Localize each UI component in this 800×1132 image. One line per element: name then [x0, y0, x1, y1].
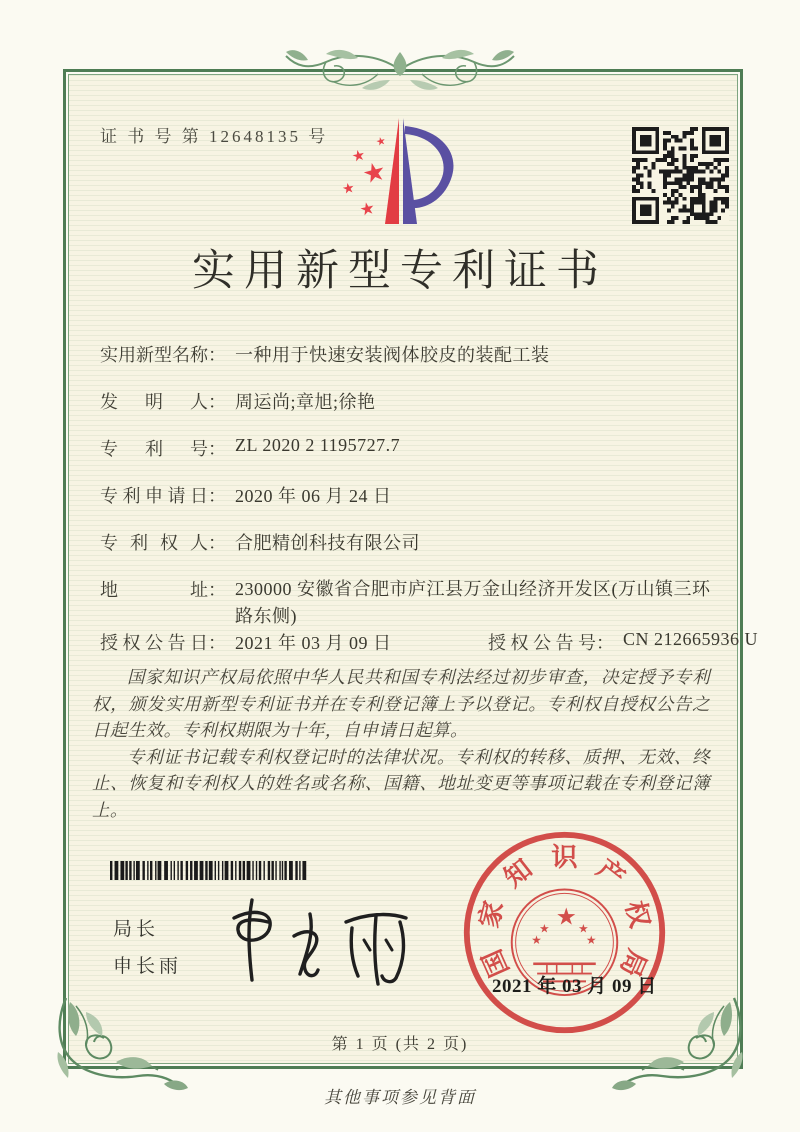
svg-text:★: ★ — [340, 180, 357, 198]
svg-text:★: ★ — [586, 933, 597, 948]
field-label: 授权公告号 — [488, 633, 596, 653]
field-label: 发明人 — [100, 392, 208, 412]
field-label: 专利号 — [100, 439, 208, 459]
field-row-address: 地址 ： 230000 安徽省合肥市庐江县万金山经济开发区(万山镇三环路东侧) — [100, 576, 713, 630]
field-value: 2020 年 06 月 24 日 — [235, 486, 392, 506]
svg-text:★: ★ — [531, 933, 542, 948]
field-value: 一种用于快速安装阀体胶皮的装配工装 — [235, 345, 550, 365]
barcode — [110, 861, 310, 880]
field-row-patentee: 专利权人 ： 合肥精创科技有限公司 — [100, 529, 420, 555]
svg-text:★: ★ — [357, 198, 377, 221]
certificate-title: 实用新型专利证书 — [192, 248, 608, 295]
field-value: 周运尚;章旭;徐艳 — [235, 392, 376, 412]
field-row-name: 实用新型名称 ： 一种用于快速安装阀体胶皮的装配工装 — [100, 341, 550, 367]
svg-text:★: ★ — [374, 133, 388, 149]
field-value: 合肥精创科技有限公司 — [235, 533, 420, 553]
top-flourish-ornament — [278, 40, 522, 98]
field-label: 专利权人 — [100, 533, 208, 553]
svg-text:局: 局 — [614, 945, 653, 982]
svg-text:知: 知 — [498, 853, 538, 893]
grant-no-value: CN 212665936 U — [623, 629, 759, 649]
field-value: 230000 安徽省合肥市庐江县万金山经济开发区(万山镇三环路东侧) — [235, 579, 711, 626]
legal-text — [92, 664, 710, 823]
grant-date-value: 2021 年 03 月 09 日 — [235, 633, 392, 653]
field-row-inventors: 发明人 ： 周运尚;章旭;徐艳 — [100, 388, 376, 414]
logo-stars — [341, 134, 389, 221]
qr-code — [632, 127, 729, 224]
svg-text:国: 国 — [476, 945, 515, 982]
signer-title: 局长 — [113, 919, 160, 940]
back-note: 其他事项参见背面 — [324, 1088, 476, 1107]
page-number: 第 1 页 (共 2 页) — [331, 1036, 469, 1053]
legal-paragraph-1: 国家知识产权局依照中华人民共和国专利法经过初步审查，决定授予专利权，颁发实用新型专利证书并在专利登记簿上予以登记。专利权自授权公告之日起生效。专利权期限为十年，自申请日起算。 — [92, 667, 710, 740]
field-row-filing-date: 专利申请日 ： 2020 年 06 月 24 日 — [100, 482, 392, 508]
certificate-number: 证 书 号 第 12648135 号 — [100, 127, 329, 146]
field-label: 实用新型名称 — [100, 345, 208, 365]
signature-handwriting — [218, 888, 418, 988]
logo-red-wedge — [385, 118, 399, 224]
svg-text:★: ★ — [359, 156, 390, 191]
svg-text:识: 识 — [551, 842, 578, 873]
svg-text:★: ★ — [350, 145, 367, 166]
svg-text:家: 家 — [473, 897, 510, 931]
svg-text:★: ★ — [578, 921, 589, 936]
field-label: 授权公告日 — [100, 633, 208, 653]
svg-text:权: 权 — [619, 897, 656, 931]
field-value: ZL 2020 2 1195727.7 — [235, 435, 401, 455]
legal-paragraph-2: 专利证书记载专利权登记时的法律状况。专利权的转移、质押、无效、终止、恢复和专利权人的姓名或名称、国籍、地址变更等事项记载在专利登记簿上。 — [92, 746, 710, 820]
svg-text:★: ★ — [539, 921, 550, 936]
field-row-grant: 授权公告日 ： 2021 年 03 月 09 日 授权公告号 ： CN 212665936 U — [100, 629, 759, 653]
seal-date: 2021 年 03 月 09 日 — [492, 976, 657, 997]
field-label: 专利申请日 — [100, 486, 208, 506]
grant-no-group: 授权公告号 ： CN 212665936 U — [488, 629, 759, 653]
svg-text:产: 产 — [591, 853, 631, 893]
signer-name: 申长雨 — [113, 956, 183, 977]
cnipa-logo — [335, 112, 465, 232]
svg-text:★: ★ — [555, 902, 577, 931]
official-seal — [457, 825, 672, 1040]
seal-stars — [531, 903, 596, 948]
field-label: 地址 — [100, 580, 208, 600]
field-row-patent-no: 专利号 ： ZL 2020 2 1195727.7 — [100, 435, 401, 459]
